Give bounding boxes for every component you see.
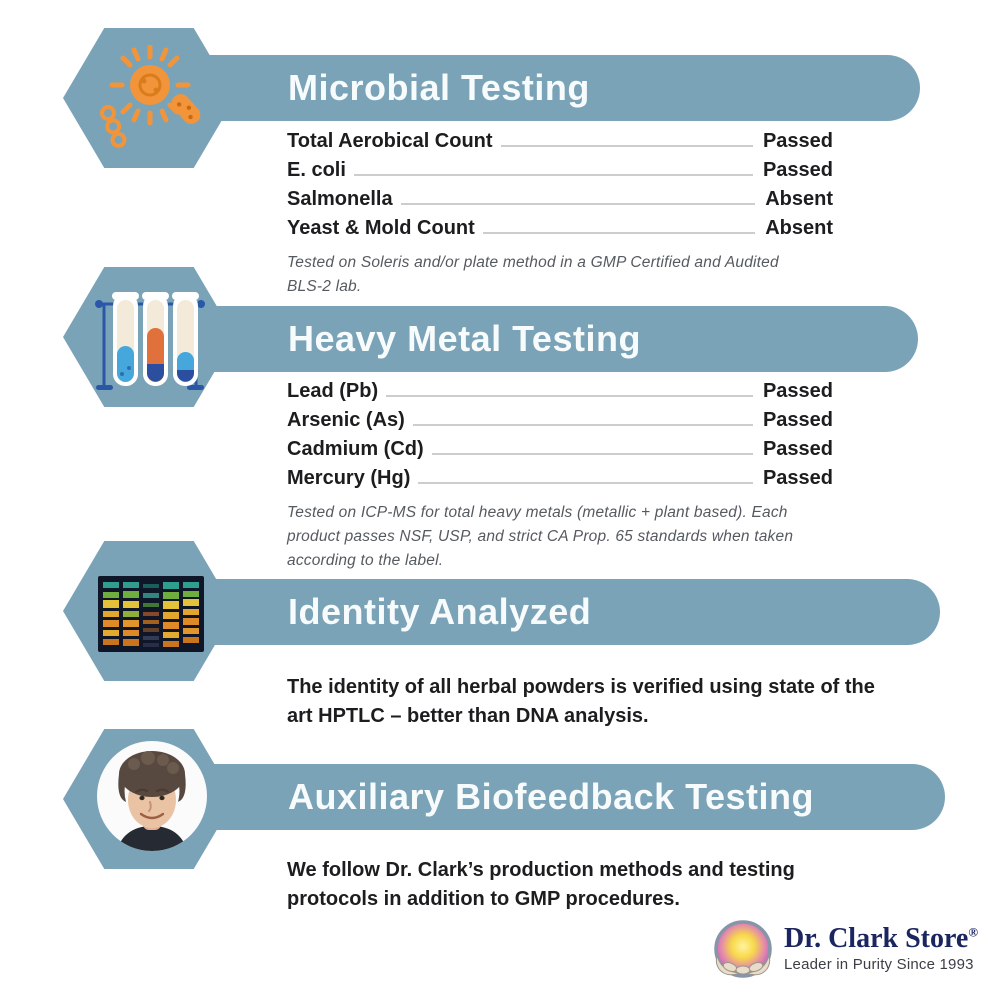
biofeedback-title: Auxiliary Biofeedback Testing — [288, 776, 814, 817]
test-label: Total Aerobical Count — [287, 130, 493, 152]
test-result: Passed — [762, 130, 833, 152]
heavy-metal-note: Tested on ICP-MS for total heavy metals (metallic + plant based). Each product passes NSF, USP, and strict CA Prop. 65 standards when taken according to the label. — [287, 504, 794, 570]
test-row — [287, 409, 833, 438]
microbial-title: Microbial Testing — [288, 67, 590, 108]
test-result: Passed — [762, 467, 833, 489]
test-row — [287, 380, 833, 409]
test-label: Cadmium (Cd) — [287, 438, 424, 460]
test-result: Absent — [765, 217, 833, 239]
test-row — [287, 467, 833, 496]
test-label: Arsenic (As) — [287, 409, 405, 431]
heavy-metal-title: Heavy Metal Testing — [288, 318, 641, 359]
biofeedback-body: We follow Dr. Clark’s production methods and testing protocols in addition to GMP procedures. — [287, 859, 795, 910]
microbial-banner — [180, 55, 920, 121]
test-result: Passed — [762, 409, 833, 431]
leader-line — [354, 174, 753, 176]
heavy-metal-rows — [287, 380, 833, 496]
test-row — [287, 159, 833, 188]
microbial-note: Tested on Soleris and/or plate method in a GMP Certified and Audited BLS-2 lab. — [287, 254, 779, 296]
leader-line — [501, 145, 753, 147]
test-row — [287, 188, 833, 217]
test-result: Passed — [762, 380, 833, 402]
leader-line — [401, 203, 756, 205]
test-result: Passed — [762, 438, 833, 460]
leader-line — [432, 453, 753, 455]
test-label: E. coli — [287, 159, 346, 181]
leader-line — [386, 395, 753, 397]
test-row — [287, 130, 833, 159]
test-row — [287, 438, 833, 467]
test-label: Yeast & Mold Count — [287, 217, 475, 239]
test-row — [287, 217, 833, 246]
leader-line — [413, 424, 753, 426]
logo-tagline: Leader in Purity Since 1993 — [784, 956, 974, 974]
identity-banner — [180, 579, 940, 645]
test-label: Salmonella — [287, 188, 393, 210]
dr-clark-store-logo-icon — [712, 920, 774, 982]
test-result: Absent — [765, 188, 833, 210]
biofeedback-banner — [180, 764, 945, 830]
test-result: Passed — [762, 159, 833, 181]
leader-line — [418, 482, 753, 484]
microbial-rows — [287, 130, 833, 246]
dr-clark-store-logo — [712, 920, 978, 982]
dr-clark-portrait — [96, 740, 208, 852]
test-label: Mercury (Hg) — [287, 467, 411, 489]
leader-line — [483, 232, 755, 234]
identity-title: Identity Analyzed — [288, 591, 592, 632]
registered-mark: ® — [968, 924, 979, 940]
identity-body: The identity of all herbal powders is verified using state of the art HPTLC – better than DNA analysis. — [287, 676, 875, 727]
microbes-icon — [88, 45, 210, 149]
test-tubes-icon — [90, 282, 210, 397]
test-label: Lead (Pb) — [287, 380, 379, 402]
heavy-metal-banner — [180, 306, 918, 372]
dna-gel-icon — [98, 576, 204, 652]
logo-text-block — [784, 920, 978, 973]
logo-brand-name: Dr. Clark Store® — [784, 923, 979, 954]
